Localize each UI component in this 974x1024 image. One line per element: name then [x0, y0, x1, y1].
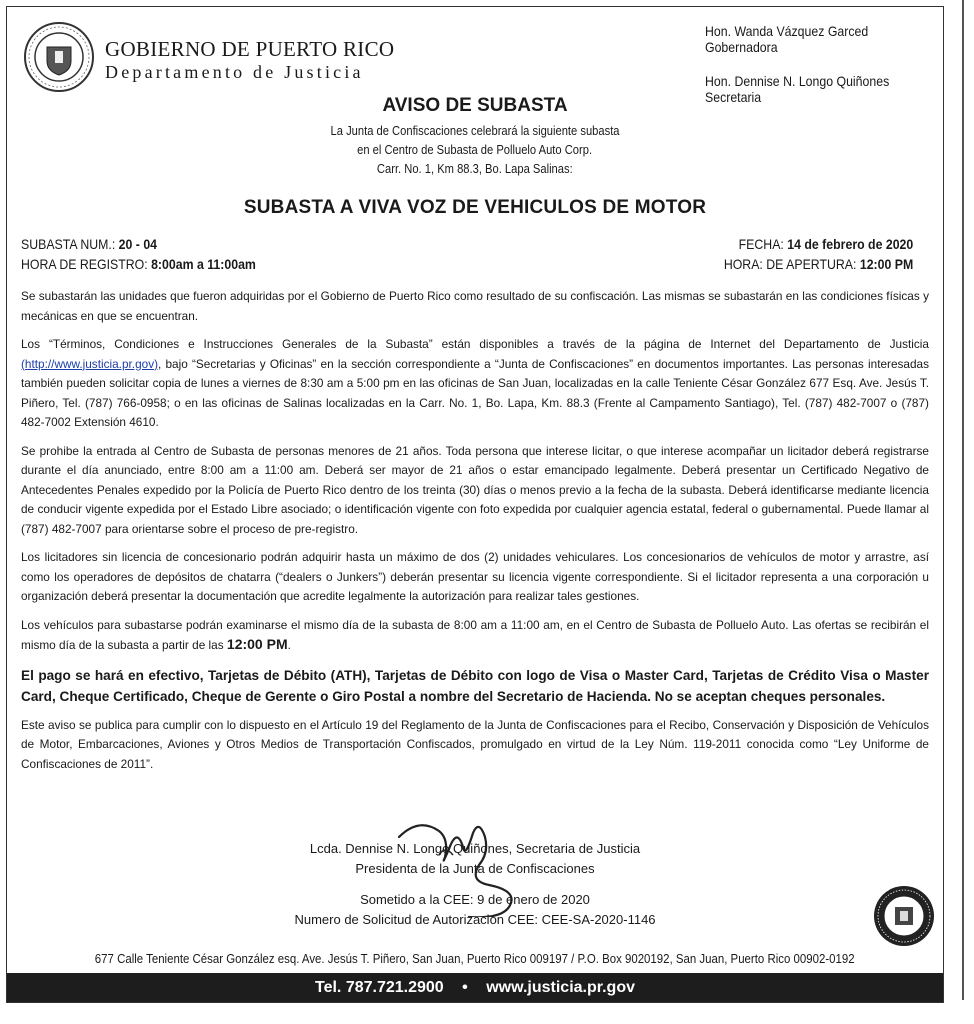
- notice-title: AVISO DE SUBASTA: [382, 95, 568, 116]
- signature-block: [7, 839, 943, 930]
- terms-text-b: , bajo “Secretarias y Oficinas” en la sección correspondiente a “Junta de Confiscaciones” en documentos importantes. Las personas interesadas también pueden solicitar copia de lunes a viernes de 8:30 am a 5:00 pm en las oficinas de San Juan, localizadas en la calle Teniente César González 677 Esq. Ave. Jesús T. Piñero, Tel. (787) 766-0958; o en las oficinas de Salinas localizadas en la Carr. No. 1, Bo. Lapa, Km. 88.3 (Frente al Campamento Santiago), Tel. (787) 482-7007 o (787) 482-7002 Extensión 4610.: [21, 356, 929, 429]
- registration-value: 8:00am a 11:00am: [151, 256, 256, 272]
- phone-number: Tel. 787.721.2900: [315, 979, 444, 996]
- governor-title: Gobernadora: [705, 39, 778, 55]
- paragraph-payment: El pago se hará en efectivo, Tarjetas de Débito (ATH), Tarjetas de Débito con logo de Visa o Master Card, Tarjetas de Crédito Visa o Master Card, Cheque Certificado, Cheque de Gerente o Giro Postal a nombre del Secretario de Hacienda. No se aceptan cheques personales.: [21, 667, 929, 704]
- offers-time: 12:00 PM: [226, 636, 288, 652]
- auction-notice-page: [6, 6, 944, 1003]
- paragraph-terms: [21, 335, 929, 433]
- secretary-title: Secretaria: [705, 89, 762, 105]
- signer-role: Presidenta de la Junta de Confiscaciones: [355, 861, 595, 876]
- date-value: 14 de febrero de 2020: [786, 236, 913, 252]
- intro-line: en el Centro de Subasta de Polluelo Auto Corp.: [357, 142, 593, 157]
- notice-intro: [7, 121, 943, 178]
- department-name: Departamento de Justicia: [105, 62, 364, 82]
- officials-block: [705, 23, 889, 105]
- paragraph-condition: Se subastarán las unidades que fueron adquiridas por el Gobierno de Puerto Rico como resultado de su confiscación. Las mismas se subastarán en las condiciones físicas y mecánicas en que se encuentran.: [21, 289, 929, 323]
- secretary-name: Hon. Dennise N. Longo Quiñones: [705, 73, 890, 89]
- opening-value: 12:00 PM: [859, 256, 913, 272]
- department-seal-icon: [873, 885, 935, 947]
- footer-website-link[interactable]: www.justicia.pr.gov: [486, 979, 635, 996]
- page-edge-rule: [962, 0, 964, 1000]
- auction-meta-right: [724, 234, 913, 274]
- cee-request-number: Numero de Solicitud de Autorización CEE: CEE-SA-2020-1146: [294, 912, 656, 927]
- government-seal-icon: [23, 21, 95, 93]
- footer-separator: •: [462, 979, 468, 996]
- terms-text-a: Los “Términos, Condiciones e Instrucciones Generales de la Subasta” están disponibles a través de la página de Internet del Departamento de Justicia: [21, 337, 929, 351]
- inspection-end: .: [287, 638, 291, 652]
- signer-name: Lcda. Dennise N. Longo Quiñones, Secretaria de Justicia: [309, 841, 641, 856]
- paragraph-inspection: [21, 616, 929, 656]
- opening-label: HORA: DE APERTURA:: [723, 256, 857, 272]
- registration-label: HORA DE REGISTRO:: [21, 256, 148, 272]
- paragraph-eligibility: Se prohibe la entrada al Centro de Subasta de personas menores de 21 años. Toda persona que interese licitar, o que interese acompañar un licitador deberá registrarse durante el día anunciado, entre 8:00 am a 11:00 am. Deberá ser mayor de 21 años o estar emancipado legalmente. Deberá presentar un Certificado Negativo de Antecedentes Penales expedido por la Policía de Puerto Rico dentro de los treinta (30) días o menos previo a la fecha de la subasta. Deberá identificarse mediante licencia de conducir vigente expedida por el Estado Libre asociado; o identificación vigente con foto expedida por cualquier agencia estatal, federal o gubernamental. Puede llamar al (787) 482-7007 para orientarse sobre el proceso de pre-registro.: [21, 443, 929, 536]
- governor-name: Hon. Wanda Vázquez Garced: [705, 23, 869, 39]
- contact-footer: [7, 973, 943, 1002]
- paragraph-legal: Este aviso se publica para cumplir con lo dispuesto en el Artículo 19 del Reglamento de la Junta de Confiscaciones para el Recibo, Conservación y Disposición de Vehículos de Motor, Embarcaciones, Aviones y Otros Medios de Transportación Confiscados, promulgado en virtud de la Ley Núm. 119-2011 conocida como “Ley Uniforme de Confiscaciones de 2011”.: [21, 717, 929, 771]
- notice-body: [21, 287, 929, 783]
- cee-submission: Sometido a la CEE: 9 de enero de 2020: [360, 892, 590, 907]
- intro-line: Carr. No. 1, Km 88.3, Bo. Lapa Salinas:: [377, 161, 573, 176]
- paragraph-bidders: Los licitadores sin licencia de concesionario podrán adquirir hasta un máximo de dos (2) unidades vehiculares. Los concesionarios de vehículos de motor y arrastre, así como los operadores de depósitos de chatarra (“dealers o Junkers”) deberán presentar su licencia vigente correspondiente. Si el licitador representa a una corporación u organización deberá presentar la documentación que acredite legalmente la autorización para realizar tales gestiones.: [21, 550, 929, 603]
- intro-line: La Junta de Confiscaciones celebrará la siguiente subasta: [330, 123, 620, 138]
- government-name: GOBIERNO DE PUERTO RICO: [105, 37, 395, 61]
- justice-website-link[interactable]: (http://www.justicia.pr.gov): [21, 356, 159, 371]
- date-label: FECHA:: [738, 236, 784, 252]
- auction-number-value: 20 - 04: [118, 236, 158, 252]
- auction-meta-left: [21, 234, 256, 274]
- inspection-text: Los vehículos para subastarse podrán examinarse el mismo día de la subasta de 8:00 am a 11:00 am, en el Centro de Subasta de Polluelo Auto. Las ofertas se recibirán el mismo día de la subasta a partir de las: [21, 617, 929, 652]
- address-text: 677 Calle Teniente César González esq. Ave. Jesús T. Piñero, San Juan, Puerto Rico 009197 / P.O. Box 9020192, San Juan, Puerto Rico 00902-0192: [95, 951, 855, 966]
- department-address: [7, 951, 943, 966]
- auction-number-label: SUBASTA NUM.:: [21, 236, 116, 252]
- auction-main-title: SUBASTA A VIVA VOZ DE VEHICULOS DE MOTOR: [243, 197, 707, 218]
